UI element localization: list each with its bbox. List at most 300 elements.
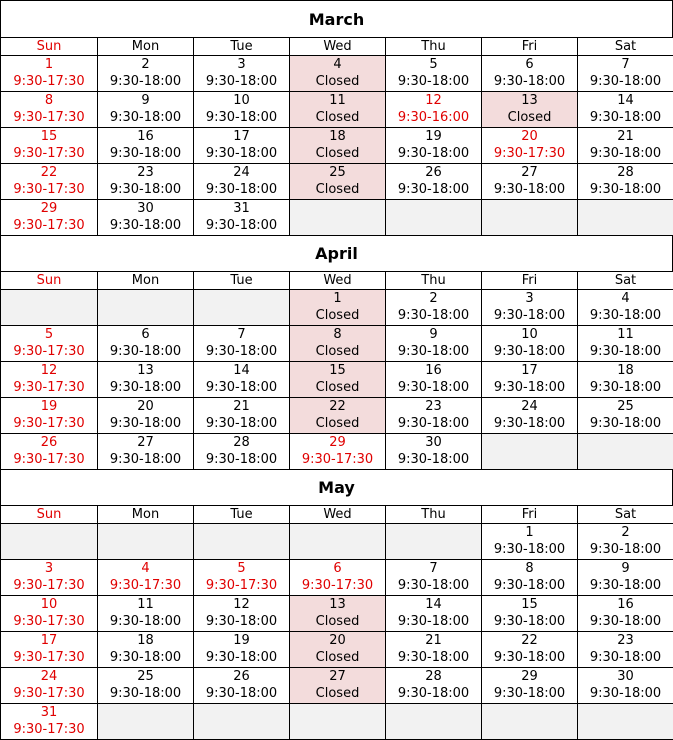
weekday-header: Sun bbox=[1, 272, 98, 290]
day-number: 20 bbox=[98, 398, 193, 415]
opening-hours: 9:30-17:30 bbox=[1, 217, 97, 234]
day-number: 3 bbox=[194, 56, 289, 73]
day-number: 16 bbox=[578, 596, 673, 613]
opening-hours: 9:30-18:00 bbox=[98, 451, 193, 468]
empty-day-cell bbox=[1, 524, 98, 560]
empty-day-cell bbox=[578, 200, 673, 236]
opening-hours: 9:30-18:00 bbox=[98, 649, 193, 666]
day-number: 15 bbox=[482, 596, 577, 613]
weekday-header-row bbox=[1, 272, 673, 290]
day-number: 29 bbox=[290, 434, 385, 451]
closed-day-cell bbox=[290, 164, 386, 200]
day-number: 6 bbox=[98, 326, 193, 343]
day-cell bbox=[98, 560, 194, 596]
week-row bbox=[1, 92, 673, 128]
day-number: 26 bbox=[194, 668, 289, 685]
opening-hours: 9:30-18:00 bbox=[578, 613, 673, 630]
day-number: 9 bbox=[578, 560, 673, 577]
closed-label: Closed bbox=[290, 379, 385, 396]
opening-hours: 9:30-18:00 bbox=[482, 685, 577, 702]
opening-hours: 9:30-18:00 bbox=[578, 73, 673, 90]
day-number: 2 bbox=[386, 290, 481, 307]
month-grid bbox=[0, 505, 673, 740]
day-number: 23 bbox=[578, 632, 673, 649]
day-cell bbox=[1, 632, 98, 668]
weekday-header: Tue bbox=[194, 38, 290, 56]
opening-hours: 9:30-18:00 bbox=[98, 613, 193, 630]
opening-hours: 9:30-17:30 bbox=[1, 343, 97, 360]
day-number: 1 bbox=[1, 56, 97, 73]
day-number: 4 bbox=[290, 56, 385, 73]
day-cell bbox=[578, 56, 673, 92]
opening-hours: 9:30-18:00 bbox=[578, 541, 673, 558]
day-cell bbox=[386, 668, 482, 704]
closed-day-cell bbox=[290, 128, 386, 164]
weekday-header-row bbox=[1, 506, 673, 524]
day-number: 5 bbox=[386, 56, 481, 73]
day-number: 13 bbox=[98, 362, 193, 379]
day-number: 25 bbox=[578, 398, 673, 415]
day-cell bbox=[386, 362, 482, 398]
day-number: 13 bbox=[290, 596, 385, 613]
empty-day-cell bbox=[1, 290, 98, 326]
day-cell bbox=[1, 92, 98, 128]
closed-label: Closed bbox=[290, 343, 385, 360]
empty-day-cell bbox=[98, 524, 194, 560]
week-row bbox=[1, 524, 673, 560]
opening-hours: 9:30-18:00 bbox=[194, 613, 289, 630]
day-number: 16 bbox=[98, 128, 193, 145]
week-row bbox=[1, 596, 673, 632]
day-cell bbox=[1, 164, 98, 200]
day-cell bbox=[98, 632, 194, 668]
day-cell bbox=[482, 164, 578, 200]
day-number: 31 bbox=[194, 200, 289, 217]
day-cell bbox=[482, 398, 578, 434]
weekday-header: Wed bbox=[290, 272, 386, 290]
empty-day-cell bbox=[578, 434, 673, 470]
day-number: 22 bbox=[1, 164, 97, 181]
weekday-header: Fri bbox=[482, 506, 578, 524]
week-row bbox=[1, 668, 673, 704]
opening-hours: 9:30-18:00 bbox=[578, 343, 673, 360]
day-number: 27 bbox=[290, 668, 385, 685]
day-number: 28 bbox=[194, 434, 289, 451]
day-number: 26 bbox=[1, 434, 97, 451]
empty-day-cell bbox=[290, 200, 386, 236]
week-row bbox=[1, 398, 673, 434]
opening-hours: 9:30-18:00 bbox=[194, 343, 289, 360]
day-cell bbox=[386, 326, 482, 362]
day-cell bbox=[482, 560, 578, 596]
empty-day-cell bbox=[482, 434, 578, 470]
opening-hours: 9:30-18:00 bbox=[194, 73, 289, 90]
day-cell bbox=[290, 434, 386, 470]
day-number: 24 bbox=[194, 164, 289, 181]
opening-hours: 9:30-17:30 bbox=[1, 577, 97, 594]
closed-day-cell bbox=[290, 290, 386, 326]
empty-day-cell bbox=[386, 200, 482, 236]
day-number: 5 bbox=[194, 560, 289, 577]
day-cell bbox=[98, 128, 194, 164]
day-cell bbox=[194, 560, 290, 596]
day-cell bbox=[98, 326, 194, 362]
day-cell bbox=[386, 290, 482, 326]
day-cell bbox=[194, 200, 290, 236]
opening-hours: 9:30-17:30 bbox=[1, 109, 97, 126]
opening-hours: 9:30-18:00 bbox=[386, 307, 481, 324]
day-number: 27 bbox=[98, 434, 193, 451]
day-number: 12 bbox=[194, 596, 289, 613]
opening-hours: 9:30-17:30 bbox=[1, 613, 97, 630]
day-number: 8 bbox=[482, 560, 577, 577]
day-cell bbox=[194, 92, 290, 128]
week-row bbox=[1, 290, 673, 326]
opening-hours: 9:30-18:00 bbox=[482, 577, 577, 594]
day-cell bbox=[98, 56, 194, 92]
day-cell bbox=[98, 92, 194, 128]
empty-day-cell bbox=[482, 200, 578, 236]
day-number: 2 bbox=[578, 524, 673, 541]
day-number: 6 bbox=[290, 560, 385, 577]
day-cell bbox=[194, 632, 290, 668]
week-row bbox=[1, 200, 673, 236]
opening-hours: 9:30-18:00 bbox=[194, 181, 289, 198]
day-number: 29 bbox=[482, 668, 577, 685]
day-cell bbox=[386, 434, 482, 470]
day-cell bbox=[482, 290, 578, 326]
opening-hours: 9:30-18:00 bbox=[578, 145, 673, 162]
opening-hours: 9:30-18:00 bbox=[482, 415, 577, 432]
day-cell bbox=[98, 362, 194, 398]
closed-day-cell bbox=[482, 92, 578, 128]
opening-hours: 9:30-18:00 bbox=[98, 379, 193, 396]
opening-hours: 9:30-18:00 bbox=[482, 307, 577, 324]
closed-label: Closed bbox=[482, 109, 577, 126]
weekday-header: Wed bbox=[290, 506, 386, 524]
day-number: 7 bbox=[578, 56, 673, 73]
day-number: 8 bbox=[290, 326, 385, 343]
day-cell bbox=[578, 596, 673, 632]
opening-hours: 9:30-18:00 bbox=[578, 307, 673, 324]
opening-hours: 9:30-17:30 bbox=[1, 649, 97, 666]
day-number: 25 bbox=[290, 164, 385, 181]
opening-hours: 9:30-18:00 bbox=[98, 145, 193, 162]
day-cell bbox=[386, 128, 482, 164]
day-cell bbox=[578, 92, 673, 128]
month-grid bbox=[0, 37, 673, 236]
opening-hours: 9:30-18:00 bbox=[194, 145, 289, 162]
opening-hours: 9:30-18:00 bbox=[578, 649, 673, 666]
weekday-header: Mon bbox=[98, 506, 194, 524]
day-number: 8 bbox=[1, 92, 97, 109]
day-number: 13 bbox=[482, 92, 577, 109]
closed-label: Closed bbox=[290, 145, 385, 162]
weekday-header: Thu bbox=[386, 272, 482, 290]
day-number: 24 bbox=[482, 398, 577, 415]
opening-hours: 9:30-18:00 bbox=[386, 343, 481, 360]
opening-hours: 9:30-18:00 bbox=[194, 649, 289, 666]
day-cell bbox=[1, 128, 98, 164]
opening-hours: 9:30-18:00 bbox=[386, 613, 481, 630]
opening-hours: 9:30-18:00 bbox=[98, 343, 193, 360]
month-section-march bbox=[0, 0, 673, 236]
weekday-header-row bbox=[1, 38, 673, 56]
opening-hours: 9:30-17:30 bbox=[482, 145, 577, 162]
day-number: 9 bbox=[98, 92, 193, 109]
day-number: 29 bbox=[1, 200, 97, 217]
day-cell bbox=[386, 56, 482, 92]
day-number: 23 bbox=[386, 398, 481, 415]
opening-hours: 9:30-17:30 bbox=[290, 451, 385, 468]
opening-hours: 9:30-18:00 bbox=[98, 109, 193, 126]
day-number: 7 bbox=[386, 560, 481, 577]
day-cell bbox=[1, 326, 98, 362]
day-number: 6 bbox=[482, 56, 577, 73]
month-title: March bbox=[0, 0, 673, 37]
day-cell bbox=[194, 668, 290, 704]
closed-label: Closed bbox=[290, 613, 385, 630]
day-number: 7 bbox=[194, 326, 289, 343]
week-row bbox=[1, 164, 673, 200]
closed-label: Closed bbox=[290, 685, 385, 702]
weekday-header: Sat bbox=[578, 38, 673, 56]
day-number: 30 bbox=[386, 434, 481, 451]
opening-hours: 9:30-18:00 bbox=[482, 649, 577, 666]
day-cell bbox=[1, 362, 98, 398]
day-cell bbox=[578, 362, 673, 398]
empty-day-cell bbox=[578, 704, 673, 740]
day-number: 20 bbox=[290, 632, 385, 649]
day-number: 19 bbox=[386, 128, 481, 145]
month-title: May bbox=[0, 470, 673, 505]
opening-hours: 9:30-18:00 bbox=[578, 181, 673, 198]
opening-hours: 9:30-18:00 bbox=[578, 109, 673, 126]
day-cell bbox=[578, 398, 673, 434]
day-number: 10 bbox=[482, 326, 577, 343]
weekday-header: Wed bbox=[290, 38, 386, 56]
day-number: 23 bbox=[98, 164, 193, 181]
weekday-header: Sat bbox=[578, 506, 673, 524]
day-cell bbox=[386, 560, 482, 596]
day-cell bbox=[386, 596, 482, 632]
day-number: 17 bbox=[482, 362, 577, 379]
day-cell bbox=[194, 164, 290, 200]
day-number: 12 bbox=[386, 92, 481, 109]
day-number: 11 bbox=[290, 92, 385, 109]
opening-hours: 9:30-18:00 bbox=[194, 109, 289, 126]
weekday-header: Sun bbox=[1, 38, 98, 56]
month-grid bbox=[0, 271, 673, 470]
day-number: 2 bbox=[98, 56, 193, 73]
empty-day-cell bbox=[194, 290, 290, 326]
opening-hours: 9:30-18:00 bbox=[98, 415, 193, 432]
empty-day-cell bbox=[194, 524, 290, 560]
weekday-header: Mon bbox=[98, 38, 194, 56]
weekday-header: Thu bbox=[386, 38, 482, 56]
opening-hours: 9:30-18:00 bbox=[386, 181, 481, 198]
day-cell bbox=[1, 398, 98, 434]
day-number: 14 bbox=[194, 362, 289, 379]
day-cell bbox=[98, 200, 194, 236]
day-number: 15 bbox=[290, 362, 385, 379]
opening-hours: 9:30-18:00 bbox=[482, 379, 577, 396]
day-number: 3 bbox=[482, 290, 577, 307]
day-cell bbox=[194, 362, 290, 398]
opening-hours: 9:30-17:30 bbox=[98, 577, 193, 594]
day-cell bbox=[482, 326, 578, 362]
day-cell bbox=[482, 56, 578, 92]
day-cell bbox=[194, 56, 290, 92]
day-number: 11 bbox=[98, 596, 193, 613]
closed-day-cell bbox=[290, 56, 386, 92]
week-row bbox=[1, 632, 673, 668]
opening-hours: 9:30-18:00 bbox=[578, 685, 673, 702]
day-cell bbox=[1, 704, 98, 740]
day-number: 24 bbox=[1, 668, 97, 685]
day-cell bbox=[482, 524, 578, 560]
day-number: 11 bbox=[578, 326, 673, 343]
day-cell bbox=[386, 92, 482, 128]
month-title: April bbox=[0, 236, 673, 271]
empty-day-cell bbox=[290, 704, 386, 740]
day-number: 5 bbox=[1, 326, 97, 343]
opening-hours: 9:30-18:00 bbox=[578, 379, 673, 396]
empty-day-cell bbox=[98, 704, 194, 740]
weekday-header: Sun bbox=[1, 506, 98, 524]
day-number: 12 bbox=[1, 362, 97, 379]
opening-hours: 9:30-18:00 bbox=[482, 181, 577, 198]
day-number: 18 bbox=[578, 362, 673, 379]
weekday-header: Tue bbox=[194, 272, 290, 290]
day-number: 17 bbox=[1, 632, 97, 649]
day-number: 26 bbox=[386, 164, 481, 181]
day-number: 1 bbox=[290, 290, 385, 307]
opening-hours: 9:30-18:00 bbox=[194, 379, 289, 396]
opening-hours: 9:30-16:00 bbox=[386, 109, 481, 126]
opening-hours: 9:30-18:00 bbox=[386, 577, 481, 594]
week-row bbox=[1, 56, 673, 92]
empty-day-cell bbox=[482, 704, 578, 740]
opening-hours: 9:30-18:00 bbox=[194, 415, 289, 432]
opening-hours: 9:30-18:00 bbox=[482, 343, 577, 360]
weekday-header: Fri bbox=[482, 272, 578, 290]
closed-label: Closed bbox=[290, 649, 385, 666]
day-cell bbox=[1, 668, 98, 704]
closed-day-cell bbox=[290, 632, 386, 668]
day-number: 18 bbox=[98, 632, 193, 649]
day-cell bbox=[386, 632, 482, 668]
day-cell bbox=[578, 668, 673, 704]
weekday-header: Mon bbox=[98, 272, 194, 290]
opening-hours: 9:30-17:30 bbox=[194, 577, 289, 594]
day-cell bbox=[194, 326, 290, 362]
week-row bbox=[1, 362, 673, 398]
day-cell bbox=[1, 56, 98, 92]
opening-hours: 9:30-18:00 bbox=[98, 73, 193, 90]
closed-day-cell bbox=[290, 92, 386, 128]
day-number: 16 bbox=[386, 362, 481, 379]
day-cell bbox=[482, 632, 578, 668]
day-cell bbox=[1, 560, 98, 596]
day-number: 22 bbox=[482, 632, 577, 649]
day-number: 14 bbox=[386, 596, 481, 613]
opening-hours: 9:30-18:00 bbox=[386, 685, 481, 702]
empty-day-cell bbox=[98, 290, 194, 326]
opening-hours: 9:30-18:00 bbox=[386, 379, 481, 396]
day-cell bbox=[578, 326, 673, 362]
day-number: 3 bbox=[1, 560, 97, 577]
opening-hours: 9:30-18:00 bbox=[482, 73, 577, 90]
week-row bbox=[1, 560, 673, 596]
closed-day-cell bbox=[290, 398, 386, 434]
weekday-header: Thu bbox=[386, 506, 482, 524]
day-number: 27 bbox=[482, 164, 577, 181]
month-section-april bbox=[0, 236, 673, 470]
closed-label: Closed bbox=[290, 415, 385, 432]
opening-hours: 9:30-17:30 bbox=[1, 145, 97, 162]
closed-day-cell bbox=[290, 596, 386, 632]
opening-hours: 9:30-18:00 bbox=[98, 685, 193, 702]
day-cell bbox=[194, 596, 290, 632]
day-number: 9 bbox=[386, 326, 481, 343]
day-number: 4 bbox=[578, 290, 673, 307]
empty-day-cell bbox=[386, 524, 482, 560]
closed-day-cell bbox=[290, 362, 386, 398]
opening-hours: 9:30-18:00 bbox=[194, 685, 289, 702]
day-cell bbox=[1, 200, 98, 236]
opening-hours: 9:30-18:00 bbox=[98, 181, 193, 198]
day-number: 19 bbox=[1, 398, 97, 415]
empty-day-cell bbox=[290, 524, 386, 560]
day-cell bbox=[578, 560, 673, 596]
closed-label: Closed bbox=[290, 307, 385, 324]
day-cell bbox=[1, 434, 98, 470]
day-cell bbox=[194, 434, 290, 470]
day-number: 10 bbox=[194, 92, 289, 109]
day-number: 10 bbox=[1, 596, 97, 613]
opening-hours: 9:30-17:30 bbox=[1, 415, 97, 432]
opening-hours: 9:30-18:00 bbox=[386, 649, 481, 666]
week-row bbox=[1, 434, 673, 470]
day-number: 15 bbox=[1, 128, 97, 145]
closed-label: Closed bbox=[290, 73, 385, 90]
weekday-header: Sat bbox=[578, 272, 673, 290]
day-cell bbox=[194, 398, 290, 434]
closed-day-cell bbox=[290, 326, 386, 362]
opening-hours: 9:30-17:30 bbox=[1, 685, 97, 702]
opening-hours: 9:30-17:30 bbox=[1, 721, 97, 738]
day-number: 4 bbox=[98, 560, 193, 577]
day-number: 25 bbox=[98, 668, 193, 685]
closed-day-cell bbox=[290, 668, 386, 704]
day-cell bbox=[98, 164, 194, 200]
day-number: 30 bbox=[578, 668, 673, 685]
opening-hours: 9:30-18:00 bbox=[386, 73, 481, 90]
day-number: 21 bbox=[578, 128, 673, 145]
day-cell bbox=[578, 164, 673, 200]
opening-hours: 9:30-18:00 bbox=[194, 217, 289, 234]
opening-hours: 9:30-17:30 bbox=[1, 181, 97, 198]
opening-hours: 9:30-18:00 bbox=[194, 451, 289, 468]
day-cell bbox=[482, 596, 578, 632]
day-number: 17 bbox=[194, 128, 289, 145]
day-cell bbox=[98, 668, 194, 704]
weekday-header: Tue bbox=[194, 506, 290, 524]
day-number: 22 bbox=[290, 398, 385, 415]
day-cell bbox=[386, 398, 482, 434]
day-cell bbox=[290, 560, 386, 596]
